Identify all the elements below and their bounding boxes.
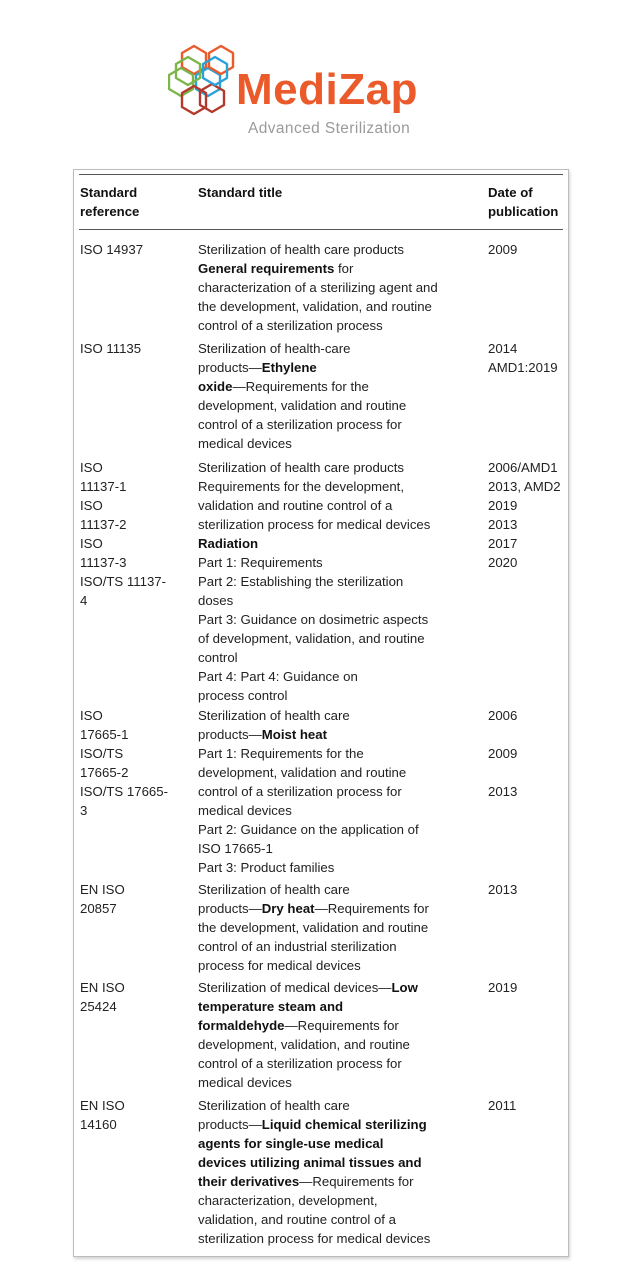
bold-term: their derivatives: [198, 1174, 300, 1189]
reference-line: 17665-1: [80, 727, 129, 742]
title-line: medical devices: [198, 803, 292, 818]
publication-date-cell: [488, 458, 568, 572]
header-standard-title: Standard title: [198, 185, 283, 200]
bold-term: General requirements: [198, 261, 335, 276]
title-line: oxide—Requirements for the: [198, 379, 369, 394]
title-line: Requirements for the development,: [198, 479, 404, 494]
date-line: 2009: [488, 746, 518, 761]
standard-reference-cell: [80, 706, 190, 820]
title-line: Part 4: Part 4: Guidance on: [198, 669, 358, 684]
title-line: ISO 17665-1: [198, 841, 273, 856]
hexagon-cluster-icon: [168, 44, 238, 116]
reference-line: ISO/TS 11137-: [80, 574, 167, 589]
title-line: [198, 1153, 448, 1172]
bold-term: oxide: [198, 379, 233, 394]
title-line: the development, validation and routine: [198, 920, 429, 935]
publication-date-cell: [488, 240, 568, 259]
date-line: [488, 763, 568, 782]
title-line: process for medical devices: [198, 958, 361, 973]
publication-date-cell: [488, 880, 568, 899]
title-line: validation and routine control of a: [198, 498, 393, 513]
title-line: Part 2: Guidance on the application of: [198, 822, 419, 837]
title-line: products—Moist heat: [198, 727, 327, 742]
date-line: 2019: [488, 498, 518, 513]
date-line: 2013, AMD2: [488, 479, 561, 494]
title-line: development, validation, and routine: [198, 1037, 410, 1052]
brand-tagline: Advanced Sterilization: [248, 120, 411, 137]
reference-line: EN ISO: [80, 882, 125, 897]
title-line: Sterilization of health care: [198, 708, 350, 723]
standard-title-cell: [198, 978, 448, 1092]
title-line: medical devices: [198, 1075, 292, 1090]
reference-line: ISO: [80, 460, 103, 475]
title-line: sterilization process for medical devices: [198, 517, 431, 532]
reference-line: ISO/TS: [80, 746, 124, 761]
bold-term: temperature steam and: [198, 999, 344, 1014]
reference-line: 25424: [80, 999, 117, 1014]
bold-term: Moist heat: [261, 727, 327, 742]
reference-line: 20857: [80, 901, 117, 916]
date-line: 2019: [488, 980, 518, 995]
standard-title-cell: [198, 1096, 448, 1248]
reference-line: 14160: [80, 1117, 117, 1132]
brand-name: MediZap: [236, 65, 418, 114]
reference-line: 11137-1: [80, 479, 127, 494]
title-line: characterization of a sterilizing agent and: [198, 280, 438, 295]
title-line: medical devices: [198, 436, 292, 451]
title-line: control of a sterilization process for: [198, 417, 402, 432]
date-line: 2011: [488, 1098, 517, 1113]
title-line: Sterilization of health care products: [198, 460, 404, 475]
standard-title-cell: [198, 880, 448, 975]
bold-term: devices utilizing animal tissues and: [198, 1155, 422, 1170]
title-line: [198, 997, 448, 1016]
standards-table: [73, 169, 569, 1257]
standard-title-cell: [198, 458, 448, 705]
title-line: Part 3: Product families: [198, 860, 335, 875]
standard-reference-cell: [80, 880, 190, 918]
title-line: Part 1: Requirements: [198, 555, 323, 570]
standard-reference-cell: [80, 240, 190, 259]
title-line: the development, validation, and routine: [198, 299, 432, 314]
reference-line: ISO: [80, 498, 103, 513]
title-line: of development, validation, and routine: [198, 631, 425, 646]
bold-term: Radiation: [198, 536, 259, 551]
title-line: [198, 1134, 448, 1153]
bold-term: Dry heat: [261, 901, 315, 916]
title-line: sterilization process for medical devices: [198, 1231, 431, 1246]
publication-date-cell: [488, 706, 568, 801]
reference-line: 11137-3: [80, 555, 127, 570]
title-line: General requirements for: [198, 261, 354, 276]
title-line: validation, and routine control of a: [198, 1212, 396, 1227]
header-date-of-publication: Date of publication: [488, 185, 559, 219]
date-line: 2013: [488, 882, 518, 897]
title-line: process control: [198, 688, 288, 703]
bold-term: formaldehyde: [198, 1018, 285, 1033]
title-line: doses: [198, 593, 234, 608]
medizap-logo: [168, 44, 478, 144]
reference-line: 17665-2: [80, 765, 129, 780]
reference-line: 11137-2: [80, 517, 127, 532]
title-line: Part 2: Establishing the sterilization: [198, 574, 404, 589]
reference-line: ISO: [80, 536, 103, 551]
date-line: 2017: [488, 536, 518, 551]
standard-reference-cell: [80, 1096, 190, 1134]
date-line: 2006: [488, 708, 518, 723]
reference-line: 4: [80, 593, 88, 608]
standard-title-cell: [198, 240, 448, 335]
publication-date-cell: [488, 978, 568, 997]
title-line: Sterilization of health care: [198, 1098, 350, 1113]
reference-line: EN ISO: [80, 980, 125, 995]
date-line: 2006/AMD1: [488, 460, 558, 475]
date-line: 2013: [488, 784, 518, 799]
reference-line: ISO/TS 17665-: [80, 784, 168, 799]
title-line: control of an industrial sterilization: [198, 939, 397, 954]
title-line: development, validation and routine: [198, 398, 407, 413]
reference-line: EN ISO: [80, 1098, 125, 1113]
title-line: control: [198, 650, 238, 665]
standard-title-cell: [198, 339, 448, 453]
reference-line: ISO: [80, 708, 103, 723]
title-line: their derivatives—Requirements for: [198, 1174, 414, 1189]
title-line: Sterilization of health care: [198, 882, 350, 897]
title-line: control of a sterilization process for: [198, 1056, 402, 1071]
publication-date-cell: [488, 1096, 568, 1115]
standard-title-cell: [198, 706, 448, 877]
title-line: Part 3: Guidance on dosimetric aspects: [198, 612, 429, 627]
date-line: 2013: [488, 517, 518, 532]
title-line: products—Liquid chemical sterilizing: [198, 1117, 427, 1132]
bold-term: Ethylene: [261, 360, 317, 375]
standard-reference-cell: [80, 339, 190, 358]
title-line: control of a sterilization process: [198, 318, 383, 333]
header-standard-reference: Standard reference: [80, 185, 140, 219]
bold-term: Liquid chemical sterilizing: [261, 1117, 427, 1132]
title-line: [198, 534, 448, 553]
standard-reference-cell: [80, 978, 190, 1016]
title-line: characterization, development,: [198, 1193, 378, 1208]
title-line: development, validation and routine: [198, 765, 407, 780]
date-line: 2014: [488, 341, 518, 356]
date-line: AMD1:2019: [488, 360, 558, 375]
title-line: control of a sterilization process for: [198, 784, 402, 799]
standard-reference-cell: [80, 458, 190, 610]
title-line: Part 1: Requirements for the: [198, 746, 364, 761]
table-header: [79, 174, 563, 230]
reference-line: ISO 14937: [80, 242, 144, 257]
title-line: Sterilization of health-care: [198, 341, 351, 356]
date-line: 2020: [488, 555, 518, 570]
bold-term: Low: [391, 980, 418, 995]
date-line: 2009: [488, 242, 518, 257]
reference-line: 3: [80, 803, 88, 818]
title-line: products—Ethylene: [198, 360, 317, 375]
title-line: products—Dry heat—Requirements for: [198, 901, 429, 916]
title-line: formaldehyde—Requirements for: [198, 1018, 399, 1033]
publication-date-cell: [488, 339, 568, 377]
date-line: [488, 725, 568, 744]
title-line: Sterilization of health care products: [198, 242, 404, 257]
title-line: Sterilization of medical devices—Low: [198, 980, 418, 995]
bold-term: agents for single-use medical: [198, 1136, 384, 1151]
reference-line: ISO 11135: [80, 341, 142, 356]
